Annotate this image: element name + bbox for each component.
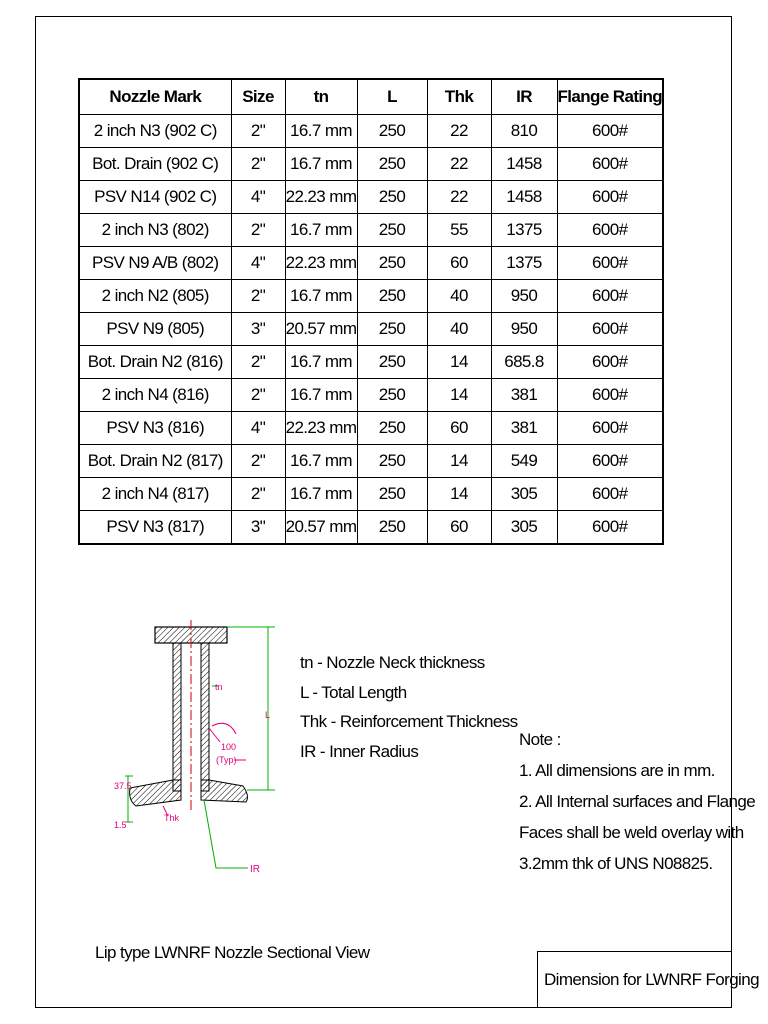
cell-nozzle-mark: 2 inch N4 (817) (79, 478, 231, 511)
cell-nozzle-mark: 2 inch N3 (902 C) (79, 115, 231, 148)
cell-size: 3" (231, 313, 285, 346)
cell-tn: 16.7 mm (285, 346, 357, 379)
cell-flange-rating: 600# (557, 445, 663, 478)
cell-l: 250 (357, 214, 427, 247)
cell-tn: 22.23 mm (285, 181, 357, 214)
cell-nozzle-mark: PSV N3 (817) (79, 511, 231, 545)
ir-dim-label: IR (250, 864, 260, 875)
cell-flange-rating: 600# (557, 148, 663, 181)
cell-ir: 1458 (491, 148, 557, 181)
cell-l: 250 (357, 346, 427, 379)
cell-flange-rating: 600# (557, 313, 663, 346)
cell-size: 2" (231, 445, 285, 478)
note-line: 2. All Internal surfaces and Flange (519, 792, 756, 811)
legend-item-l: L - Total Length (300, 682, 407, 702)
cell-ir: 1458 (491, 181, 557, 214)
cell-thk: 40 (427, 280, 491, 313)
cell-nozzle-mark: PSV N3 (816) (79, 412, 231, 445)
cell-flange-rating: 600# (557, 379, 663, 412)
thk-dim-label: Thk (164, 813, 180, 823)
cell-thk: 60 (427, 247, 491, 280)
cell-thk: 22 (427, 148, 491, 181)
cell-flange-rating: 600# (557, 280, 663, 313)
cell-flange-rating: 600# (557, 181, 663, 214)
cell-thk: 14 (427, 445, 491, 478)
header-ir: IR (491, 79, 557, 115)
cell-tn: 16.7 mm (285, 115, 357, 148)
table-row (79, 478, 663, 511)
table-row (79, 214, 663, 247)
symbol-legend (300, 648, 518, 766)
cell-thk: 14 (427, 478, 491, 511)
cell-size: 2" (231, 280, 285, 313)
cell-tn: 16.7 mm (285, 280, 357, 313)
angle-typ-label: (Typ) (216, 755, 237, 765)
table-row (79, 181, 663, 214)
table-row (79, 247, 663, 280)
cell-thk: 14 (427, 379, 491, 412)
table-row (79, 511, 663, 545)
cell-flange-rating: 600# (557, 412, 663, 445)
cell-nozzle-mark: Bot. Drain N2 (817) (79, 445, 231, 478)
cell-tn: 16.7 mm (285, 445, 357, 478)
cell-ir: 685.8 (491, 346, 557, 379)
header-l: L (357, 79, 427, 115)
cell-flange-rating: 600# (557, 247, 663, 280)
cell-nozzle-mark: PSV N9 A/B (802) (79, 247, 231, 280)
cell-l: 250 (357, 148, 427, 181)
cell-thk: 40 (427, 313, 491, 346)
legend-item-tn: tn - Nozzle Neck thickness (300, 653, 485, 672)
table-row (79, 280, 663, 313)
cell-l: 250 (357, 247, 427, 280)
cell-l: 250 (357, 445, 427, 478)
cell-size: 2" (231, 148, 285, 181)
cell-size: 4" (231, 412, 285, 445)
cell-flange-rating: 600# (557, 115, 663, 148)
dim-37-5-label: 37.5 (114, 781, 132, 791)
cell-ir: 305 (491, 478, 557, 511)
length-dim-label: L (265, 710, 271, 720)
cell-size: 2" (231, 478, 285, 511)
cell-l: 250 (357, 181, 427, 214)
cell-l: 250 (357, 280, 427, 313)
cell-l: 250 (357, 379, 427, 412)
cell-flange-rating: 600# (557, 511, 663, 545)
cell-ir: 305 (491, 511, 557, 545)
cell-tn: 20.57 mm (285, 313, 357, 346)
cell-tn: 20.57 mm (285, 511, 357, 545)
cell-ir: 549 (491, 445, 557, 478)
cell-ir: 381 (491, 412, 557, 445)
cell-nozzle-mark: PSV N9 (805) (79, 313, 231, 346)
cell-tn: 22.23 mm (285, 247, 357, 280)
cell-l: 250 (357, 511, 427, 545)
cell-thk: 60 (427, 511, 491, 545)
table-body (79, 115, 663, 545)
cell-tn: 22.23 mm (285, 412, 357, 445)
table-row (79, 115, 663, 148)
cell-flange-rating: 600# (557, 214, 663, 247)
cell-l: 250 (357, 115, 427, 148)
header-flange-rating: Flange Rating (557, 79, 663, 115)
dimension-lines (125, 627, 275, 868)
cell-size: 2" (231, 115, 285, 148)
cell-thk: 22 (427, 115, 491, 148)
cell-thk: 14 (427, 346, 491, 379)
table-row (79, 148, 663, 181)
cell-nozzle-mark: 2 inch N3 (802) (79, 214, 231, 247)
cell-size: 2" (231, 346, 285, 379)
cell-nozzle-mark: Bot. Drain N2 (816) (79, 346, 231, 379)
cell-l: 250 (357, 412, 427, 445)
header-thk: Thk (427, 79, 491, 115)
cell-tn: 16.7 mm (285, 214, 357, 247)
cell-tn: 16.7 mm (285, 478, 357, 511)
note-line: 1. All dimensions are in mm. (519, 761, 715, 780)
cell-l: 250 (357, 313, 427, 346)
cell-thk: 55 (427, 214, 491, 247)
cell-nozzle-mark: 2 inch N2 (805) (79, 280, 231, 313)
cell-ir: 950 (491, 313, 557, 346)
table-row (79, 379, 663, 412)
view-caption: Lip type LWNRF Nozzle Sectional View (95, 943, 370, 962)
cell-ir: 1375 (491, 214, 557, 247)
title-block (537, 951, 759, 1008)
cell-thk: 60 (427, 412, 491, 445)
header-tn: tn (285, 79, 357, 115)
cell-tn: 16.7 mm (285, 379, 357, 412)
cell-flange-rating: 600# (557, 346, 663, 379)
cell-size: 2" (231, 214, 285, 247)
header-size: Size (231, 79, 285, 115)
reinforcement-lips (130, 780, 248, 806)
cell-nozzle-mark: 2 inch N4 (816) (79, 379, 231, 412)
cell-tn: 16.7 mm (285, 148, 357, 181)
table-header-row (79, 79, 663, 115)
cell-ir: 381 (491, 379, 557, 412)
cell-size: 4" (231, 181, 285, 214)
table-row (79, 412, 663, 445)
cell-size: 2" (231, 379, 285, 412)
table-row (79, 346, 663, 379)
cell-flange-rating: 600# (557, 478, 663, 511)
cell-ir: 1375 (491, 247, 557, 280)
legend-item-ir: IR - Inner Radius (300, 741, 419, 761)
cell-l: 250 (357, 478, 427, 511)
cell-size: 3" (231, 511, 285, 545)
note-title: Note : (519, 730, 561, 749)
tn-dim-label: tn (215, 682, 223, 692)
cell-size: 4" (231, 247, 285, 280)
angle-dim-label: 100 (221, 742, 237, 752)
notes-block (519, 724, 756, 879)
cell-nozzle-mark: PSV N14 (902 C) (79, 181, 231, 214)
note-line: 3.2mm thk of UNS N08825. (519, 854, 713, 873)
note-line: Faces shall be weld overlay with (519, 823, 744, 842)
cell-thk: 22 (427, 181, 491, 214)
nozzle-sectional-view (100, 610, 290, 880)
table-row (79, 313, 663, 346)
table-row (79, 445, 663, 478)
legend-item-thk: Thk - Reinforcement Thickness (300, 712, 518, 731)
cell-ir: 950 (491, 280, 557, 313)
cell-ir: 810 (491, 115, 557, 148)
header-nozzle-mark: Nozzle Mark (79, 79, 231, 115)
dim-1-5-label: 1.5 (114, 820, 127, 830)
title-block-text: Dimension for LWNRF Forging (544, 970, 759, 989)
cell-nozzle-mark: Bot. Drain (902 C) (79, 148, 231, 181)
nozzle-table (78, 78, 664, 545)
